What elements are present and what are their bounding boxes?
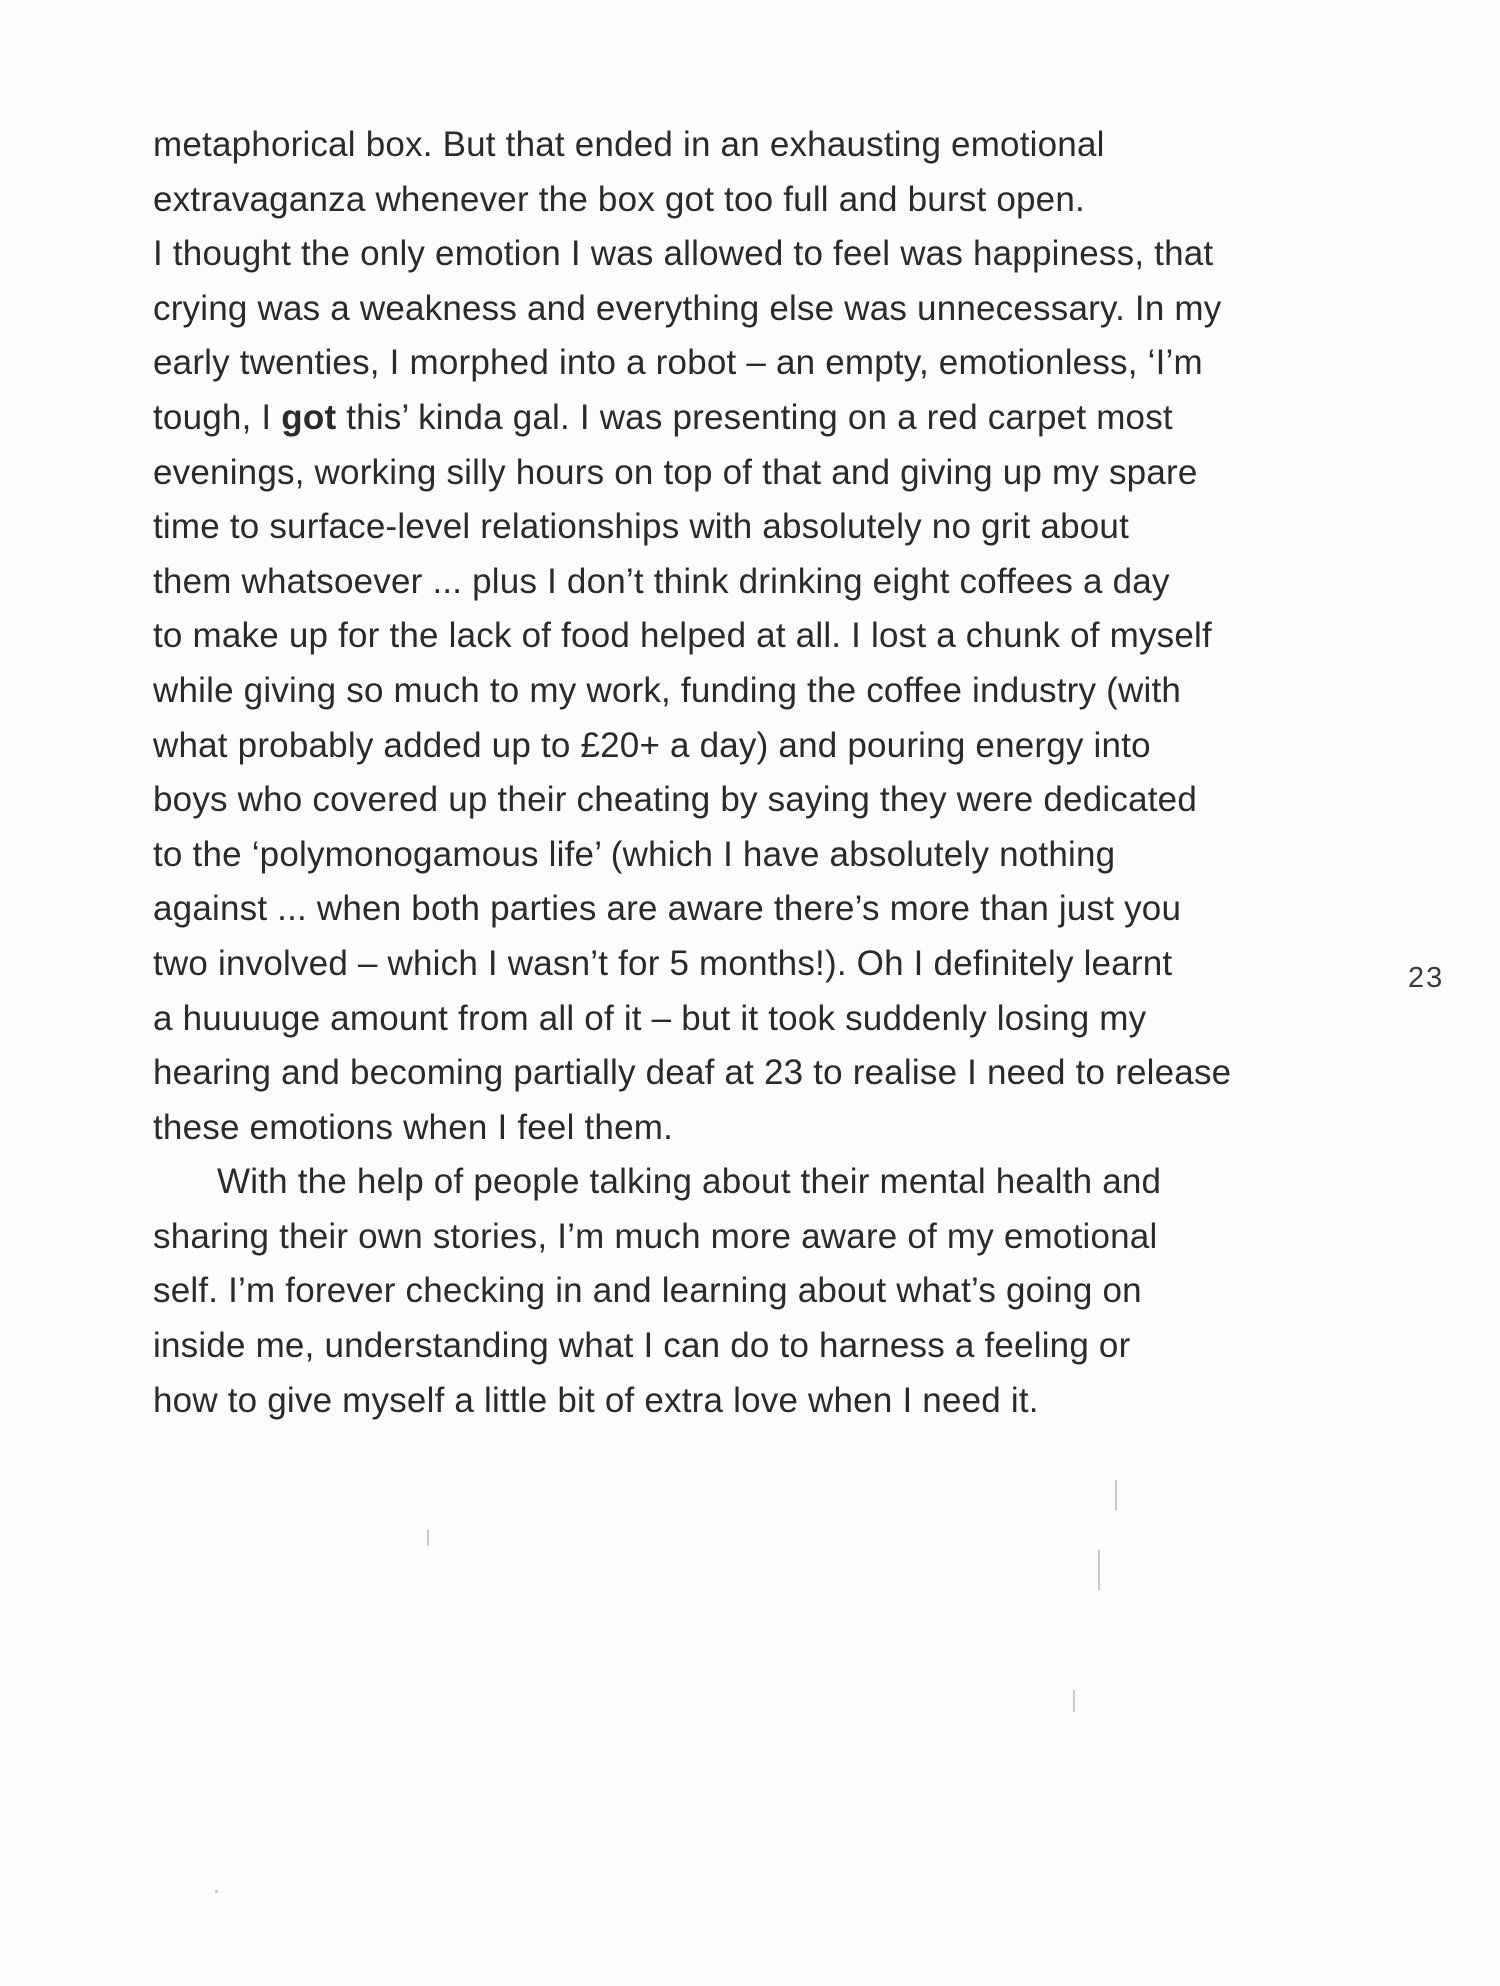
text-line: them whatsoever ... plus I don’t think drinking eight coffees a day (153, 561, 1170, 601)
text-line: extravaganza whenever the box got too full and burst open. (153, 179, 1085, 219)
text-line: a huuuuge amount from all of it – but it took suddenly losing my (153, 998, 1147, 1038)
paragraph-first-line: With the help of people talking about their mental health and (217, 1162, 1162, 1202)
text-line: to the ‘polymonogamous life’ (which I have absolutely nothing (153, 834, 1116, 874)
scan-speck (1073, 1690, 1075, 1712)
text-line: what probably added up to £20+ a day) and pouring energy into (153, 725, 1151, 765)
text-line: boys who covered up their cheating by saying they were dedicated (153, 780, 1197, 820)
text-line: early twenties, I morphed into a robot – an empty, emotionless, ‘I’m (153, 343, 1203, 383)
text-line: two involved – which I wasn’t for 5 months!). Oh I definitely learnt (153, 943, 1173, 983)
scan-speck (1098, 1550, 1100, 1590)
text-line: inside me, understanding what I can do to harness a feeling or (153, 1326, 1131, 1366)
text-line: against ... when both parties are aware there’s more than just you (153, 889, 1182, 929)
text-line: while giving so much to my work, funding the coffee industry (with (153, 670, 1182, 710)
text-line: hearing and becoming partially deaf at 23 to realise I need to release (153, 1053, 1232, 1093)
text-line: time to surface-level relationships with absolutely no grit about (153, 507, 1129, 547)
text-line: I thought the only emotion I was allowed to feel was happiness, that (153, 234, 1214, 274)
text-line-with-emphasis (153, 391, 1383, 446)
text-line: evenings, working silly hours on top of that and giving up my spare (153, 452, 1198, 492)
text-line: these emotions when I feel them. (153, 1107, 674, 1147)
body-text (153, 118, 1383, 1428)
text-segment: tough, I (153, 397, 282, 437)
scan-speck (215, 1890, 218, 1893)
text-line: how to give myself a little bit of extra love when I need it. (153, 1380, 1039, 1420)
bold-emphasis: got (281, 397, 337, 437)
page-number: 23 (1408, 962, 1445, 994)
scan-speck (427, 1530, 429, 1546)
text-line: to make up for the lack of food helped at all. I lost a chunk of myself (153, 616, 1212, 656)
text-line: metaphorical box. But that ended in an exhausting emotional (153, 125, 1105, 164)
text-segment: this’ kinda gal. I was presenting on a red carpet most (336, 397, 1173, 437)
scan-speck (1115, 1480, 1117, 1510)
text-line: crying was a weakness and everything else was unnecessary. In my (153, 288, 1222, 328)
text-line: self. I’m forever checking in and learning about what’s going on (153, 1271, 1142, 1311)
text-line: sharing their own stories, I’m much more aware of my emotional (153, 1216, 1158, 1256)
